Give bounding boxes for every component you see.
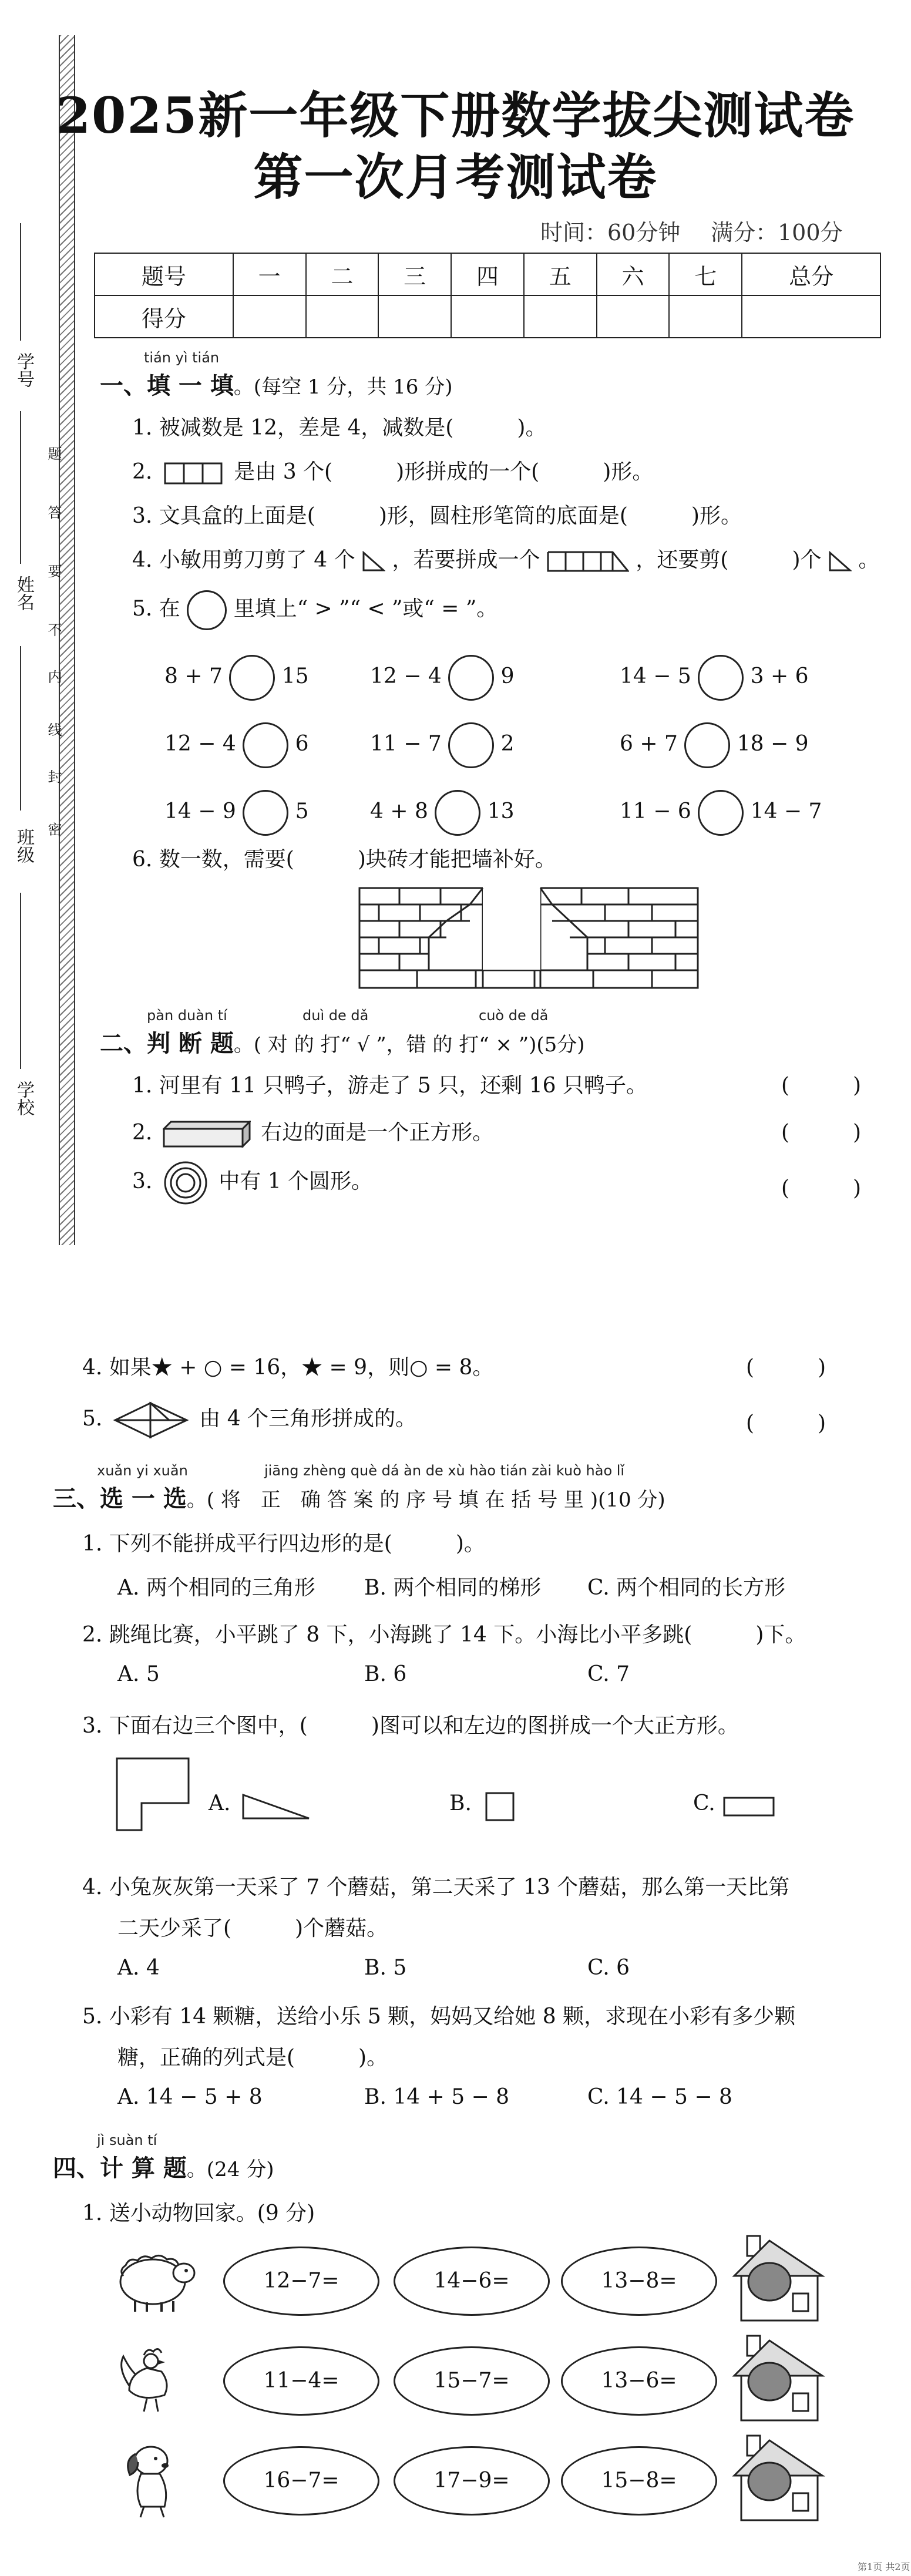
school-label: 学校 [14, 1081, 34, 1116]
s3-q1: 1. 下列不能拼成平行四边形的是( )。 [82, 1532, 485, 1556]
name-label: 姓名 [14, 576, 34, 611]
compare-circle[interactable] [448, 655, 494, 701]
score-header-cell: 二 [306, 253, 379, 295]
seal-text-2: 要 [45, 564, 62, 578]
s3-q5-opt-c[interactable]: C. 14 − 5 − 8 [587, 2085, 732, 2109]
s3-q1-opt-c[interactable]: C. 两个相同的长方形 [587, 1576, 786, 1600]
triangle-icon [828, 551, 852, 572]
equation-oval[interactable]: 13−8= [561, 2247, 717, 2316]
compare-left: 4 + 8 [370, 799, 428, 823]
seal-text-7: 密 [45, 822, 62, 836]
option-c-rectangle-icon [722, 1796, 775, 1817]
name-line [20, 411, 21, 564]
s1-q3: 3. 文具盒的上面是( )形，圆柱形笔筒的底面是( )形。 [132, 504, 742, 528]
compare-circle[interactable] [698, 790, 744, 836]
equation-oval[interactable]: 16−7= [223, 2446, 379, 2516]
score-cell[interactable] [451, 295, 524, 338]
school-line [20, 893, 21, 1069]
compare-right: 9 [500, 664, 515, 688]
s1-q4-c: ，还要剪( )个 [636, 548, 822, 572]
s3-q2-opt-b[interactable]: B. 6 [364, 1662, 407, 1686]
s2-q3-text: 中有 1 个圆形。 [218, 1169, 373, 1193]
s1-q2-text: 是由 3 个( )形拼成的一个( )形。 [234, 460, 654, 484]
score-table-score-row [95, 295, 880, 338]
s2-note: 。( 对 的 打“ √ ”，错 的 打“ × ”)(5分) [233, 1033, 585, 1057]
s2-q3-num: 3. [132, 1169, 153, 1193]
s4-title: 四、计 算 题 [53, 2154, 187, 2182]
s2-heading [100, 1025, 585, 1058]
s3-q3-opt-b[interactable]: B. [449, 1791, 472, 1815]
s3-q4-opt-a[interactable]: A. 4 [117, 1956, 160, 1980]
compare-item [370, 790, 515, 836]
score-table [94, 253, 881, 338]
compare-left: 6 + 7 [620, 732, 678, 756]
brick-wall-figure [358, 887, 699, 990]
score-header-cell: 题号 [95, 253, 233, 295]
binding-hatch [59, 35, 75, 1245]
s4-q1: 1. 送小动物回家。(9 分) [82, 2201, 315, 2225]
rooster-icon [115, 2343, 185, 2414]
seal-text-6: 封 [45, 769, 62, 783]
s2-q2-text: 右边的面是一个正方形。 [261, 1121, 494, 1145]
s3-q3-opt-c[interactable]: C. [693, 1791, 715, 1815]
l-shape-figure [115, 1756, 191, 1832]
time-label: 时间：60分钟 [540, 220, 681, 246]
compare-left: 14 − 9 [164, 799, 236, 823]
s2-title: 二、判 断 题 [100, 1030, 234, 1057]
score-header-cell: 七 [669, 253, 742, 295]
equation-oval[interactable]: 14−6= [394, 2247, 550, 2316]
triangle-icon [362, 551, 385, 572]
s1-heading [100, 367, 453, 401]
s1-q4-b: ，若要拼成一个 [392, 548, 540, 572]
s3-q5-line1: 5. 小彩有 14 颗糖，送给小乐 5 颗，妈妈又给她 8 颗，求现在小彩有多少颗 [82, 2005, 796, 2029]
compare-item [370, 722, 515, 768]
s2-q1: 1. 河里有 11 只鸭子，游走了 5 只，还剩 16 只鸭子。 [132, 1074, 647, 1098]
s2-q5-num: 5. [82, 1407, 103, 1431]
compare-item [370, 655, 515, 701]
compare-item [620, 722, 809, 768]
student-id-label: 学号 [14, 352, 34, 388]
s2-q2 [132, 1116, 493, 1148]
compare-left: 11 − 6 [620, 799, 691, 823]
compare-left: 8 + 7 [164, 664, 223, 688]
s3-q1-opt-a[interactable]: A. 两个相同的三角形 [117, 1576, 315, 1600]
s1-q5 [132, 590, 497, 630]
s1-q2-num: 2. [132, 460, 153, 484]
seal-text-1: 答 [45, 505, 62, 519]
compare-circle[interactable] [243, 790, 288, 836]
compare-left: 12 − 4 [164, 732, 236, 756]
dog-icon [115, 2437, 185, 2520]
s2-q5 [82, 1401, 416, 1440]
student-id-line [20, 223, 21, 341]
seal-text-3: 不 [45, 623, 62, 637]
compare-left: 12 − 4 [370, 664, 442, 688]
s4-note: 。(24 分) [186, 2158, 274, 2181]
s3-q5-opt-a[interactable]: A. 14 − 5 + 8 [117, 2085, 263, 2109]
equation-oval[interactable]: 17−9= [394, 2446, 550, 2516]
s3-q3: 3. 下面右边三个图中，( )图可以和左边的图拼成一个大正方形。 [82, 1714, 739, 1738]
house-icon[interactable] [728, 2235, 828, 2323]
s3-heading [53, 1480, 665, 1514]
compare-item [620, 655, 809, 701]
score-header-cell: 六 [597, 253, 670, 295]
s3-q5-opt-b[interactable]: B. 14 + 5 − 8 [364, 2085, 510, 2109]
circle-icon [187, 590, 227, 630]
s3-q3-opt-a[interactable]: A. [209, 1791, 231, 1815]
score-cell[interactable] [233, 295, 306, 338]
equation-oval[interactable]: 11−4= [223, 2346, 379, 2416]
compare-right: 2 [500, 732, 515, 756]
s2-q2-answer[interactable]: ( ) [781, 1121, 862, 1145]
s4-pinyin: jì suàn tí [97, 2132, 157, 2148]
s3-pinyin-1: xuǎn yi xuǎn [97, 1462, 188, 1479]
house-icon[interactable] [728, 2335, 828, 2423]
compare-circle[interactable] [448, 722, 494, 768]
s3-q4-line1: 4. 小兔灰灰第一天采了 7 个蘑菇，第二天采了 13 个蘑菇，那么第一天比第 [82, 1875, 790, 1899]
s3-q2-opt-a[interactable]: A. 5 [117, 1662, 160, 1686]
compare-right: 14 − 7 [750, 799, 822, 823]
s1-q2 [132, 455, 653, 486]
s3-q4-opt-b[interactable]: B. 5 [364, 1956, 407, 1980]
compare-right: 15 [281, 664, 309, 688]
score-cell[interactable] [378, 295, 451, 338]
compare-item [620, 790, 822, 836]
score-header-cell: 三 [378, 253, 451, 295]
s1-q6: 6. 数一数，需要( )块砖才能把墙补好。 [132, 848, 556, 872]
score-cell[interactable] [597, 295, 670, 338]
s2-q2-num: 2. [132, 1121, 153, 1145]
s1-q4-d: 。 [858, 548, 880, 572]
page-title: 2025新一年级下册数学拔尖测试卷 [56, 86, 855, 144]
score-header-cell: 一 [233, 253, 306, 295]
score-label: 满分：100分 [711, 220, 843, 246]
s1-q1: 1. 被减数是 12，差是 4，减数是( )。 [132, 416, 547, 440]
compare-right: 5 [295, 799, 309, 823]
s2-q5-answer[interactable]: ( ) [746, 1411, 826, 1435]
s2-q1-answer[interactable]: ( ) [781, 1074, 862, 1098]
s2-pinyin-3: cuò de dǎ [479, 1007, 549, 1024]
class-label: 班级 [14, 828, 34, 863]
s4-heading [53, 2150, 274, 2183]
equation-oval[interactable]: 15−8= [561, 2446, 717, 2516]
score-header-cell: 总分 [742, 253, 880, 295]
cuboid-icon [163, 1121, 251, 1148]
s2-q3 [132, 1160, 372, 1206]
s3-q4-opt-c[interactable]: C. 6 [587, 1956, 630, 1980]
s1-q4-a: 4. 小敏用剪刀剪了 4 个 [132, 548, 355, 572]
s2-q3-answer[interactable]: ( ) [781, 1176, 862, 1200]
s1-note: 。(每空 1 分，共 16 分) [233, 375, 453, 399]
compare-right: 18 − 9 [737, 732, 809, 756]
class-line [20, 646, 21, 811]
compare-circle[interactable] [698, 655, 744, 701]
compare-circle[interactable] [435, 790, 480, 836]
score-cell[interactable] [524, 295, 597, 338]
s3-q4-line2: 二天少采了( )个蘑菇。 [117, 1916, 388, 1941]
score-cell[interactable] [306, 295, 379, 338]
page-footer: 第1页 共2页 [858, 2561, 910, 2572]
three-squares-rect-icon [164, 461, 223, 486]
s3-note: 。( 将 正 确 答 案 的 序 号 填 在 括 号 里 )(10 分) [186, 1488, 665, 1512]
compare-item [164, 655, 309, 701]
compare-item [164, 722, 309, 768]
compare-left: 14 − 5 [620, 664, 691, 688]
s3-title: 三、选 一 选 [53, 1485, 187, 1512]
compare-right: 3 + 6 [750, 664, 809, 688]
score-cell[interactable] [669, 295, 742, 338]
compare-item [164, 790, 309, 836]
s1-q5-b: 里填上“ > ”“ < ”或“ = ”。 [233, 597, 498, 621]
s1-q4 [132, 543, 879, 573]
sheep-icon [115, 2249, 197, 2314]
concentric-circles-icon [163, 1160, 209, 1206]
score-header-cell: 四 [451, 253, 524, 295]
page-subtitle: 第一次月考测试卷 [253, 148, 658, 206]
compare-circle[interactable] [243, 722, 288, 768]
option-a-triangle-icon [241, 1793, 311, 1821]
s3-q5-line2: 糖，正确的列式是( )。 [117, 2046, 388, 2070]
equation-oval[interactable]: 15−7= [394, 2346, 550, 2416]
equation-oval[interactable]: 12−7= [223, 2247, 379, 2316]
option-b-square-icon [485, 1791, 515, 1822]
score-cell[interactable] [742, 295, 880, 338]
composite-shape-icon [547, 550, 629, 573]
compare-right: 13 [487, 799, 515, 823]
compare-right: 6 [295, 732, 309, 756]
bowtie-triangles-icon [113, 1401, 189, 1440]
s3-q1-opt-b[interactable]: B. 两个相同的梯形 [364, 1576, 542, 1600]
compare-circle[interactable] [229, 655, 275, 701]
s3-pinyin-2: jiāng zhèng què dá àn de xù hào tián zài kuò hào lǐ [264, 1462, 625, 1479]
s3-q2-opt-c[interactable]: C. 7 [587, 1662, 630, 1686]
s2-q4: 4. 如果★ + ○ = 16，★ = 9，则○ = 8。 [82, 1356, 494, 1380]
s2-pinyin-2: duì de dǎ [302, 1007, 369, 1024]
compare-left: 11 − 7 [370, 732, 442, 756]
score-header-cell: 五 [524, 253, 597, 295]
compare-circle[interactable] [684, 722, 730, 768]
s1-q5-a: 5. 在 [132, 597, 180, 621]
score-table-header-row [95, 253, 880, 295]
equation-oval[interactable]: 13−6= [561, 2346, 717, 2416]
s3-q2: 2. 跳绳比赛，小平跳了 8 下，小海跳了 14 下。小海比小平多跳( )下。 [82, 1623, 806, 1647]
s1-pinyin: tián yì tián [144, 349, 220, 366]
seal-text-4: 内 [45, 670, 62, 684]
s1-title: 一、填 一 填 [100, 372, 234, 399]
house-icon[interactable] [728, 2434, 828, 2523]
s2-q5-text: 由 4 个三角形拼成的。 [199, 1407, 417, 1431]
seal-text-5: 线 [45, 722, 62, 737]
score-row-label: 得分 [95, 295, 233, 338]
s2-q4-answer[interactable]: ( ) [746, 1356, 826, 1380]
s2-pinyin-1: pàn duàn tí [147, 1007, 227, 1024]
seal-text-0: 题 [45, 446, 62, 460]
